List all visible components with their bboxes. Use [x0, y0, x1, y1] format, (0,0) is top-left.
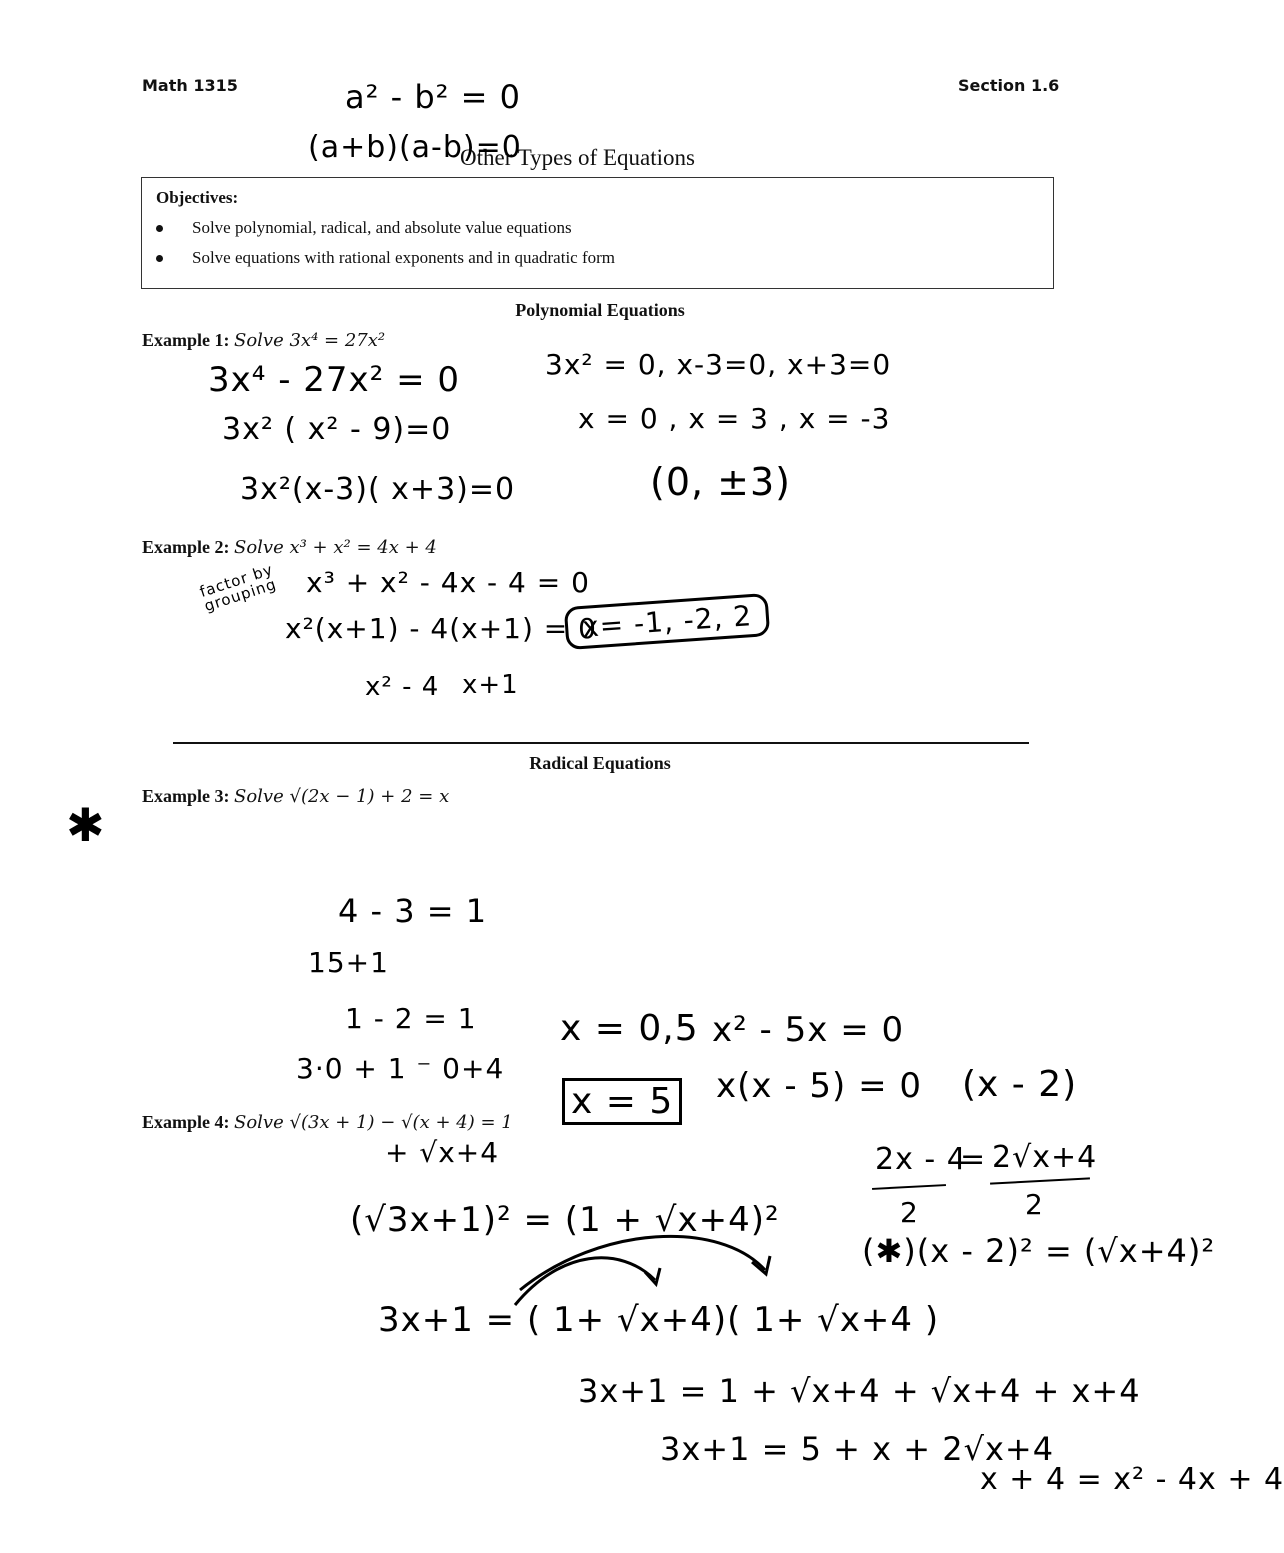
example-4-label: Example 4: — [142, 1112, 230, 1132]
arrow-curve — [515, 1258, 655, 1305]
hw-ex3-mid1: x = 0,5 — [560, 1008, 699, 1049]
section-heading-polynomial: Polynomial Equations — [515, 300, 685, 320]
example-3-text: Solve √(2x − 1) + 2 = x — [234, 786, 450, 807]
hw-ex4-frac-num-left: 2x - 4 — [875, 1142, 967, 1177]
course-label: Math 1315 — [142, 76, 238, 95]
hw-ex4-line3: 3x+1 = 1 + √x+4 + √x+4 + x+4 — [578, 1372, 1141, 1410]
section-heading-radical: Radical Equations — [529, 753, 671, 773]
hw-ex3-answer: x = 5 — [562, 1078, 682, 1125]
hw-ex3-line2: 15+1 — [308, 946, 389, 979]
hw-ex2-line1: x³ + x² - 4x - 4 = 0 — [306, 566, 590, 599]
example-3-label: Example 3: — [142, 786, 230, 806]
objective-text: Solve equations with rational exponents and in quadratic form — [192, 248, 616, 267]
hw-ex1-line3: 3x²(x-3)( x+3)=0 — [240, 472, 516, 507]
arrow-curve — [520, 1236, 765, 1290]
objective-text: Solve polynomial, radical, and absolute value equations — [192, 218, 572, 237]
hw-ex2-note: factor by grouping — [197, 560, 279, 616]
example-4-text: Solve √(3x + 1) − √(x + 4) = 1 — [234, 1112, 513, 1133]
hw-ex2-line3a: x² - 4 — [365, 672, 440, 702]
star-icon: ✱ — [66, 798, 106, 852]
hw-ex4-frac-num-right: 2√x+4 — [992, 1140, 1098, 1175]
hw-ex2-answer: x= -1, -2, 2 — [564, 593, 771, 650]
hw-ex2-line3b: x+1 — [462, 670, 519, 700]
example-1-text: Solve 3x⁴ = 27x² — [234, 330, 386, 351]
objectives-heading: Objectives: — [156, 188, 239, 207]
hw-ex1-line2: 3x² ( x² - 9)=0 — [222, 412, 452, 447]
example-2-text: Solve x³ + x² = 4x + 4 — [234, 537, 437, 558]
hw-ex3-line1: 4 - 3 = 1 — [338, 892, 488, 930]
page-title: Other Types of Equations — [460, 145, 695, 170]
hw-ex3-line3: 1 - 2 = 1 — [345, 1002, 477, 1035]
hw-ex1-right1: 3x² = 0, x-3=0, x+3=0 — [545, 348, 892, 381]
hw-ex3-right2: x(x - 5) = 0 — [716, 1066, 923, 1106]
example-2-label: Example 2: — [142, 537, 230, 557]
hw-ex4-frac-den-left: 2 — [900, 1196, 919, 1229]
hw-ex4-plus: + √x+4 — [385, 1136, 500, 1169]
hw-ex4-frac-den-right: 2 — [1025, 1188, 1044, 1221]
section-label: Section 1.6 — [958, 76, 1060, 95]
hw-ex1-right3: (0, ±3) — [650, 460, 792, 504]
hw-top-line1: a² - b² = 0 — [345, 78, 521, 116]
hw-ex3-line4: 3·0 + 1 ⁻ 0+4 — [296, 1052, 505, 1085]
hw-ex1-line1: 3x⁴ - 27x² = 0 — [208, 360, 461, 400]
hw-ex4-line2: 3x+1 = ( 1+ √x+4)( 1+ √x+4 ) — [378, 1300, 940, 1340]
hw-top-line2: (a+b)(a-b)=0 — [308, 130, 522, 165]
example-1-label: Example 1: — [142, 330, 230, 350]
hw-ex4-right3: x + 4 = x² - 4x + 4 — [980, 1462, 1284, 1497]
hw-ex3-right1: x² - 5x = 0 — [712, 1010, 905, 1050]
hw-ex4-right2: (✱)(x - 2)² = (√x+4)² — [862, 1232, 1216, 1270]
hw-ex1-right2: x = 0 , x = 3 , x = -3 — [578, 402, 891, 435]
hw-ex4-frac-eq: = — [960, 1142, 987, 1177]
hw-ex4-line4: 3x+1 = 5 + x + 2√x+4 — [660, 1430, 1055, 1468]
hw-ex3-right3: (x - 2) — [962, 1064, 1078, 1105]
hw-ex4-line1: (√3x+1)² = (1 + √x+4)² — [350, 1200, 780, 1240]
hw-ex2-line2: x²(x+1) - 4(x+1) = 0 — [285, 612, 597, 645]
